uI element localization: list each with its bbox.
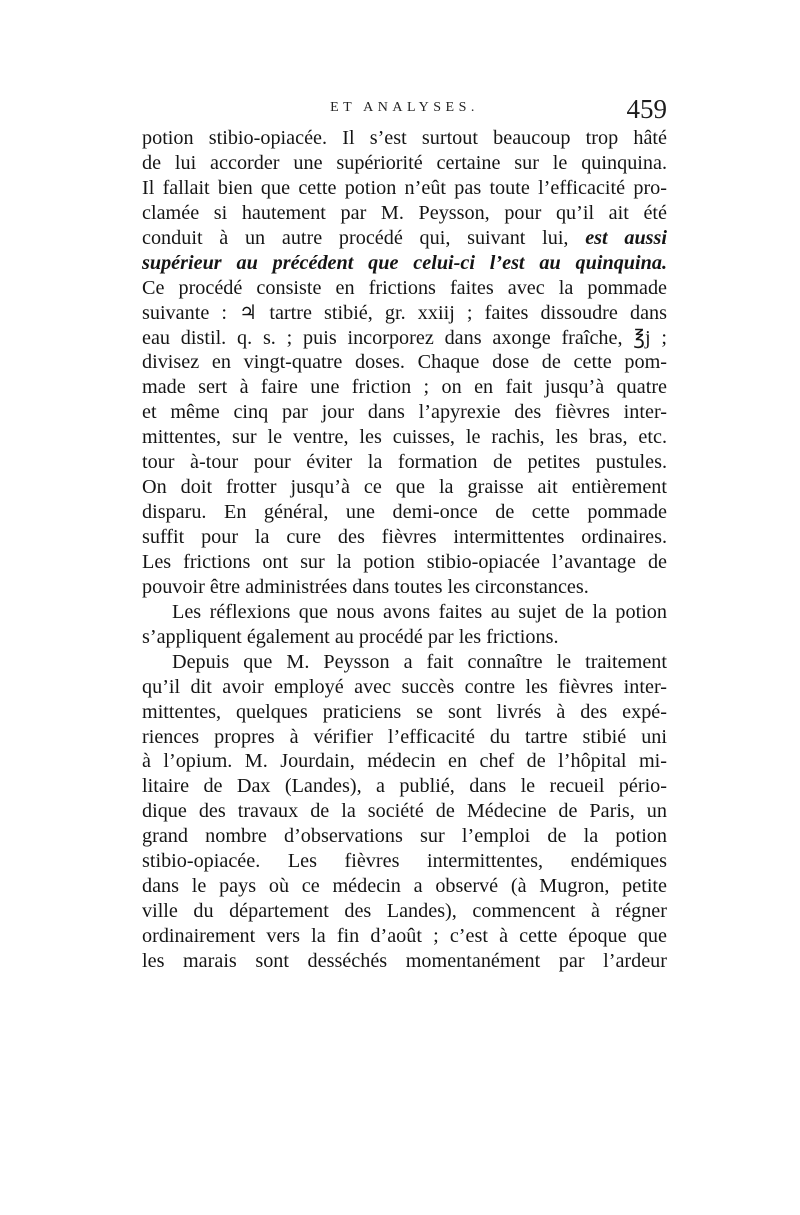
- text-line: mittentes, sur le ventre, les cuisses, le rachis, les bras, etc.: [142, 426, 667, 449]
- text-line: suivante : ♃ tartre stibié, gr. xxiij ; faites dissoudre dans: [142, 301, 667, 324]
- text-line: Les réflexions que nous avons faites au sujet de la potion: [172, 600, 667, 623]
- text-line: made sert à faire une friction ; on en fait jusqu’à quatre: [142, 376, 667, 399]
- text-line: qu’il dit avoir employé avec succès contre les fièvres inter-: [142, 675, 667, 698]
- text-line: de lui accorder une supériorité certaine sur le quinquina.: [142, 151, 667, 174]
- italic-line: [142, 251, 667, 276]
- text-line: riences propres à vérifier l’efficacité du tartre stibié uni: [142, 725, 667, 748]
- text-line: potion stibio-opiacée. Il s’est surtout beaucoup trop hâté: [142, 127, 667, 149]
- text-line: On doit frotter jusqu’à ce que la graisse ait entièrement: [142, 476, 667, 499]
- italic-phrase: est aussi: [585, 226, 667, 249]
- text-line: les marais sont desséchés momentanément par l’ardeur: [142, 949, 667, 972]
- text-line: grand nombre d’observations sur l’emploi de la potion: [142, 825, 667, 848]
- text-line: disparu. En général, une demi-once de cette pommade: [142, 501, 667, 524]
- body-text: [142, 126, 667, 974]
- text-line: Les frictions ont sur la potion stibio-opiacée l’avantage de: [142, 550, 667, 573]
- text-line-with-italic: [142, 226, 667, 251]
- text-segment: conduit à un autre procédé qui, suivant lui,: [142, 226, 569, 249]
- text-line: Depuis que M. Peysson a fait connaître le traitement: [172, 650, 667, 673]
- text-line: s’appliquent également au procédé par les frictions.: [142, 625, 559, 648]
- text-line: à l’opium. M. Jourdain, médecin en chef de l’hôpital mi-: [142, 750, 667, 773]
- text-line: Ce procédé consiste en frictions faites avec la pommade: [142, 276, 667, 299]
- italic-phrase: supérieur au précédent que celui-ci l’est au quinquina.: [142, 251, 667, 274]
- text-line: tour à-tour pour éviter la formation de petites pustules.: [142, 451, 667, 474]
- text-line: ordinairement vers la fin d’août ; c’est à cette époque que: [142, 925, 667, 947]
- text-line: Il fallait bien que cette potion n’eût pas toute l’efficacité pro-: [142, 176, 667, 199]
- text-line: litaire de Dax (Landes), a publié, dans le recueil pério-: [142, 775, 667, 798]
- text-line: et même cinq par jour dans l’apyrexie des fièvres inter-: [142, 401, 667, 424]
- text-line: ville du département des Landes), commencent à régner: [142, 900, 667, 923]
- text-line: divisez en vingt-quatre doses. Chaque dose de cette pom-: [142, 351, 667, 374]
- text-line: dans le pays où ce médecin a observé (à Mugron, petite: [142, 875, 667, 898]
- text-line: dique des travaux de la société de Médecine de Paris, un: [142, 800, 667, 823]
- text-line: clamée si hautement par M. Peysson, pour qu’il ait été: [142, 201, 667, 224]
- running-title: ET ANALYSES.: [330, 100, 479, 115]
- text-line: pouvoir être administrées dans toutes les circonstances.: [142, 575, 589, 598]
- running-head: [142, 96, 667, 130]
- text-line: suffit pour la cure des fièvres intermittentes ordinaires.: [142, 526, 667, 548]
- text-line: mittentes, quelques praticiens se sont livrés à des expé-: [142, 700, 667, 723]
- text-line: eau distil. q. s. ; puis incorporez dans axonge fraîche, ℥j ;: [142, 326, 667, 349]
- text-line: stibio-opiacée. Les fièvres intermittentes, endémiques: [142, 850, 667, 873]
- page-number: 459: [626, 94, 667, 124]
